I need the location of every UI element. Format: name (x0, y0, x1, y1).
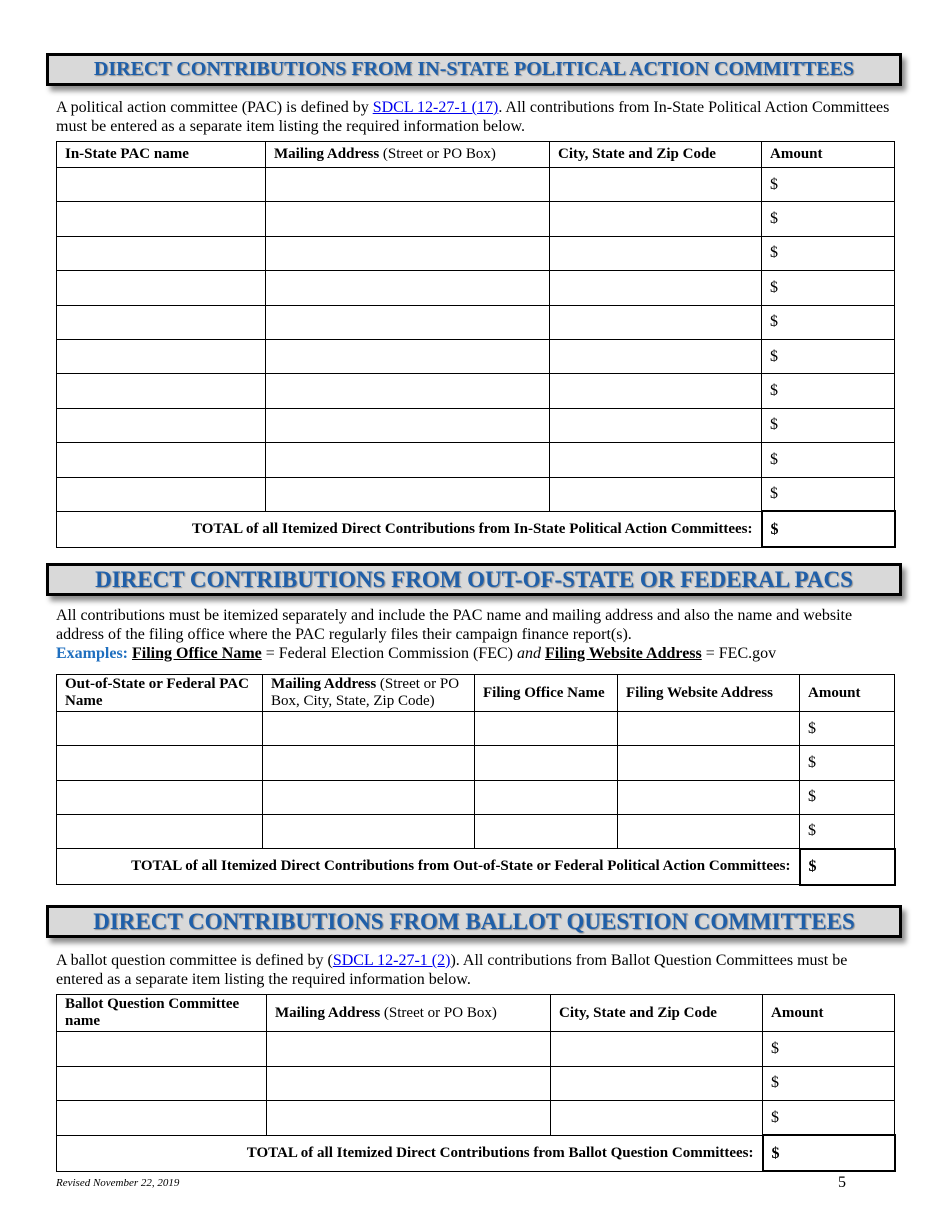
table-row (57, 408, 895, 442)
amount-cell[interactable] (763, 1101, 895, 1136)
entry-cell[interactable] (266, 236, 550, 270)
section-banner-ballot-question (46, 905, 902, 938)
entry-cell[interactable] (57, 339, 266, 373)
table-row (57, 1066, 895, 1101)
column-header-city-state-zip: City, State and Zip Code (551, 995, 763, 1032)
entry-cell[interactable] (550, 236, 762, 270)
entry-cell[interactable] (267, 1066, 551, 1101)
entry-cell[interactable] (263, 814, 475, 848)
entry-cell[interactable] (57, 305, 266, 339)
entry-cell[interactable] (57, 374, 266, 408)
total-amount-field[interactable]: $ (763, 1135, 895, 1171)
dollar-sign: $ (770, 450, 778, 468)
entry-cell[interactable] (57, 271, 266, 305)
total-label: TOTAL of all Itemized Direct Contributions from Ballot Question Committees: (57, 1135, 763, 1171)
entry-cell[interactable] (551, 1032, 763, 1067)
intro-text: A political action committee (PAC) is defined by (56, 99, 373, 116)
amount-cell[interactable] (762, 374, 895, 408)
table-row (57, 746, 895, 780)
amount-cell[interactable] (762, 271, 895, 305)
amount-cell[interactable] (762, 477, 895, 511)
column-header-pac-name: In-State PAC name (57, 142, 266, 168)
revision-date: Revised November 22, 2019 (56, 1177, 180, 1189)
entry-cell[interactable] (550, 477, 762, 511)
section-banner-out-of-state-pac (46, 563, 902, 596)
entry-cell[interactable] (57, 408, 266, 442)
amount-cell[interactable] (762, 202, 895, 236)
entry-cell[interactable] (267, 1032, 551, 1067)
dollar-sign: $ (770, 382, 778, 400)
entry-cell[interactable] (618, 746, 800, 780)
intro-text: . All contributions from In-State Political Action Committees must be entered as a separate item listing the required information below. (56, 99, 890, 135)
dollar-sign: $ (770, 484, 778, 502)
table-row (57, 168, 895, 202)
out-of-state-pac-table (56, 674, 896, 886)
table-row (57, 477, 895, 511)
column-header-filing-website: Filing Website Address (618, 675, 800, 712)
entry-cell[interactable] (266, 305, 550, 339)
entry-cell[interactable] (475, 712, 618, 746)
total-label: TOTAL of all Itemized Direct Contributions from Out-of-State or Federal Political Action Committees: (57, 849, 800, 885)
entry-cell[interactable] (57, 443, 266, 477)
total-amount-field[interactable]: $ (800, 849, 895, 885)
dollar-sign: $ (771, 1074, 779, 1092)
entry-cell[interactable] (475, 814, 618, 848)
column-header-filing-office: Filing Office Name (475, 675, 618, 712)
entry-cell[interactable] (550, 271, 762, 305)
amount-cell[interactable] (762, 408, 895, 442)
dollar-sign: $ (770, 175, 778, 193)
table-row (57, 271, 895, 305)
entry-cell[interactable] (550, 443, 762, 477)
amount-cell[interactable] (762, 339, 895, 373)
dollar-sign: $ (770, 313, 778, 331)
example-website-label: Filing Website Address (544, 645, 702, 662)
column-header-committee-name: Ballot Question Committee name (57, 995, 267, 1032)
dollar-sign: $ (770, 347, 778, 365)
table-row (57, 443, 895, 477)
section-title: DIRECT CONTRIBUTIONS FROM OUT-OF-STATE OR FEDERAL PACS (95, 566, 853, 592)
dollar-sign: $ (770, 244, 778, 262)
example-website-value: = FEC.gov (701, 645, 777, 662)
entry-cell[interactable] (551, 1101, 763, 1136)
dollar-sign: $ (770, 210, 778, 228)
entry-cell[interactable] (57, 1101, 267, 1136)
amount-cell[interactable] (762, 305, 895, 339)
entry-cell[interactable] (263, 780, 475, 814)
entry-cell[interactable] (57, 168, 266, 202)
table-row (57, 1032, 895, 1067)
total-label: TOTAL of all Itemized Direct Contributions from In-State Political Action Committees: (57, 511, 762, 547)
section-intro (56, 606, 896, 663)
table-row (57, 339, 895, 373)
section-intro (56, 951, 896, 989)
dollar-sign: $ (808, 753, 816, 771)
entry-cell[interactable] (57, 814, 263, 848)
ballot-question-table (56, 994, 896, 1172)
dollar-sign: $ (771, 1108, 779, 1126)
column-header-amount: Amount (800, 675, 895, 712)
entry-cell[interactable] (266, 202, 550, 236)
page-number: 5 (838, 1174, 846, 1191)
table-row (57, 814, 895, 848)
intro-text: All contributions must be itemized separately and include the PAC name and mailing address and also the name and website address of the filing office where the PAC regularly files their campaign finance report(s). (56, 607, 853, 643)
section-title: DIRECT CONTRIBUTIONS FROM IN-STATE POLITICAL ACTION COMMITTEES (93, 58, 855, 80)
example-office-value: = Federal Election Commission (FEC) (261, 645, 517, 662)
dollar-sign: $ (770, 278, 778, 296)
table-row (57, 1101, 895, 1136)
dollar-sign: $ (808, 788, 816, 806)
entry-cell[interactable] (57, 202, 266, 236)
entry-cell[interactable] (618, 814, 800, 848)
example-and: and (516, 645, 541, 662)
entry-cell[interactable] (57, 746, 263, 780)
table-row (57, 305, 895, 339)
table-row (57, 202, 895, 236)
column-header-amount: Amount (762, 142, 895, 168)
column-header-city-state-zip: City, State and Zip Code (550, 142, 762, 168)
entry-cell[interactable] (57, 236, 266, 270)
entry-cell[interactable] (550, 202, 762, 236)
column-header-mailing-address: Mailing Address (Street or PO Box) (266, 142, 550, 168)
entry-cell[interactable] (266, 408, 550, 442)
sdcl-link[interactable]: SDCL 12-27-1 (17) (372, 99, 499, 116)
entry-cell[interactable] (550, 168, 762, 202)
intro-text: A ballot question committee is defined by ( (56, 952, 333, 969)
amount-cell[interactable] (763, 1032, 895, 1067)
entry-cell[interactable] (266, 271, 550, 305)
entry-cell[interactable] (550, 408, 762, 442)
column-header-mailing-address: Mailing Address (Street or PO Box) (267, 995, 551, 1032)
dollar-sign: $ (770, 416, 778, 434)
entry-cell[interactable] (475, 746, 618, 780)
table-row (57, 236, 895, 270)
dollar-sign: $ (771, 1039, 779, 1057)
entry-cell[interactable] (263, 712, 475, 746)
entry-cell[interactable] (57, 1066, 267, 1101)
table-row (57, 712, 895, 746)
entry-cell[interactable] (266, 374, 550, 408)
entry-cell[interactable] (266, 339, 550, 373)
entry-cell[interactable] (57, 1032, 267, 1067)
column-header-amount: Amount (763, 995, 895, 1032)
table-row (57, 374, 895, 408)
entry-cell[interactable] (57, 712, 263, 746)
section-title: DIRECT CONTRIBUTIONS FROM BALLOT QUESTION COMMITTEES (93, 908, 855, 934)
dollar-sign: $ (808, 822, 816, 840)
total-amount-field[interactable]: $ (762, 511, 895, 547)
dollar-sign: $ (808, 719, 816, 737)
intro-text: ). All contributions from Ballot Question Committees must be entered as a separate item listing the required information below. (56, 952, 848, 988)
section-banner-in-state-pac (46, 53, 902, 86)
entry-cell[interactable] (57, 780, 263, 814)
sdcl-link[interactable]: SDCL 12-27-1 (2) (332, 952, 451, 969)
amount-cell[interactable] (800, 746, 895, 780)
section-intro (56, 98, 896, 136)
amount-cell[interactable] (762, 168, 895, 202)
example-office-label: Filing Office Name (132, 645, 262, 662)
entry-cell[interactable] (475, 780, 618, 814)
amount-cell[interactable] (800, 780, 895, 814)
table-row (57, 780, 895, 814)
amount-cell[interactable] (763, 1066, 895, 1101)
entry-cell[interactable] (551, 1066, 763, 1101)
amount-cell[interactable] (800, 814, 895, 848)
amount-cell[interactable] (762, 443, 895, 477)
examples-label: Examples: (56, 645, 128, 662)
column-header-pac-name: Out-of-State or Federal PAC Name (57, 675, 263, 712)
entry-cell[interactable] (550, 374, 762, 408)
entry-cell[interactable] (57, 477, 266, 511)
amount-cell[interactable] (800, 712, 895, 746)
entry-cell[interactable] (266, 443, 550, 477)
entry-cell[interactable] (550, 305, 762, 339)
column-header-mailing-address: Mailing Address (Street or PO Box, City, State, Zip Code) (263, 675, 475, 712)
entry-cell[interactable] (267, 1101, 551, 1136)
entry-cell[interactable] (618, 712, 800, 746)
entry-cell[interactable] (618, 780, 800, 814)
entry-cell[interactable] (263, 746, 475, 780)
entry-cell[interactable] (550, 339, 762, 373)
in-state-pac-table (56, 141, 896, 548)
amount-cell[interactable] (762, 236, 895, 270)
entry-cell[interactable] (266, 477, 550, 511)
entry-cell[interactable] (266, 168, 550, 202)
